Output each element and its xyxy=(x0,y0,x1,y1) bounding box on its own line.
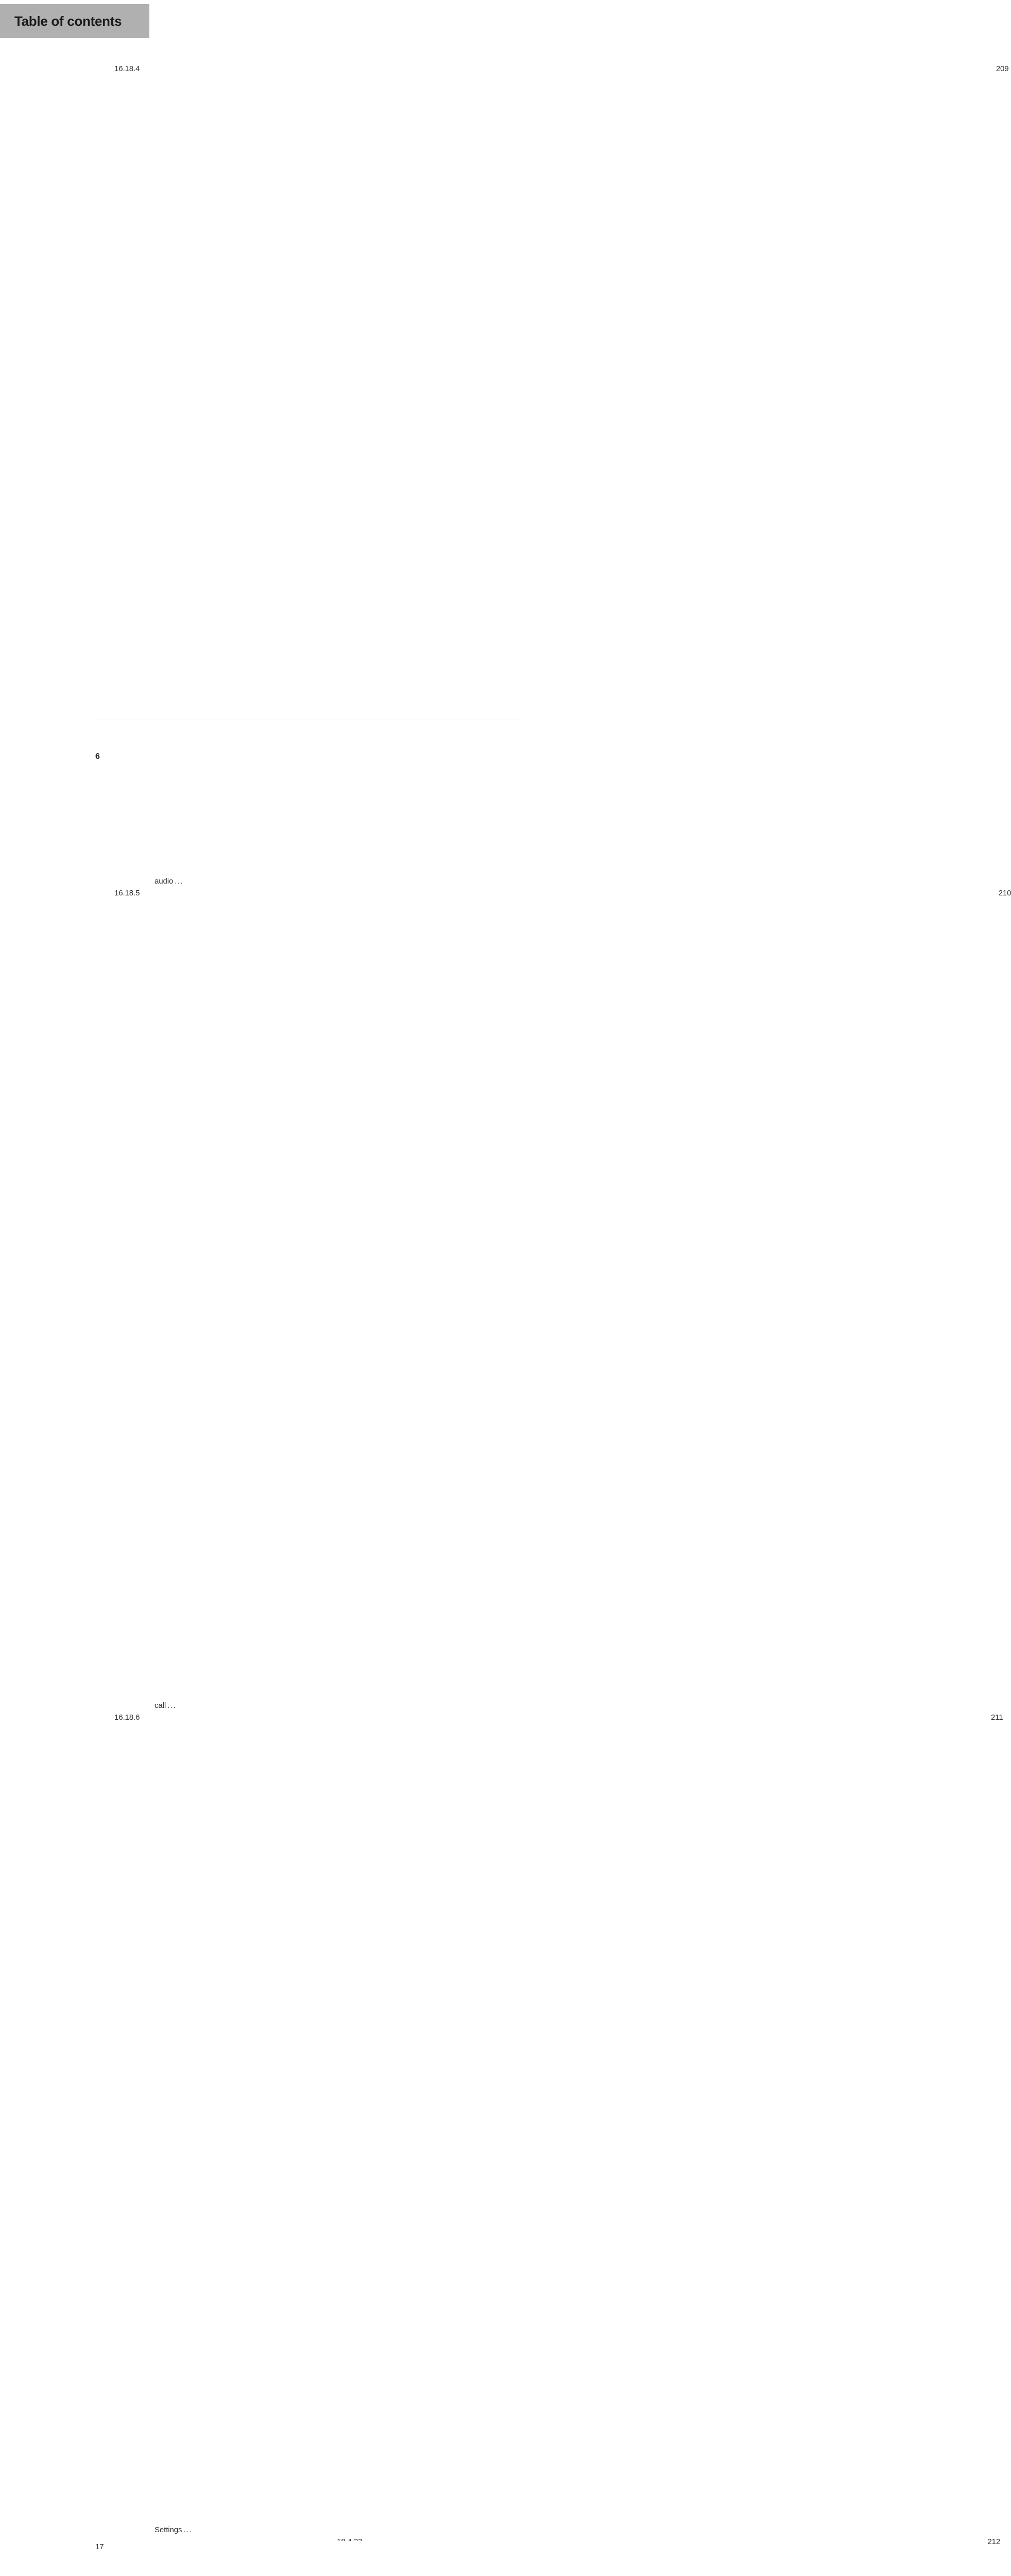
entry-page: 212 xyxy=(418,2536,1000,2576)
dot-leader xyxy=(183,2524,191,2536)
toc-entry xyxy=(95,63,300,887)
entry-title: Settings xyxy=(155,2526,182,2534)
dot-leader xyxy=(175,875,182,887)
header-box xyxy=(0,4,149,38)
entry-page: 209 xyxy=(427,63,1009,887)
entry-number: 17 xyxy=(95,2543,104,2551)
entry-title: call xyxy=(155,1701,166,1710)
entry-number: 16.18.4 xyxy=(114,64,140,73)
entry-number: 16.18.5 xyxy=(114,889,140,897)
page-title: Table of contents xyxy=(14,13,122,29)
entry-page: 211 xyxy=(421,1711,1003,2536)
entry-number: 16.18.6 xyxy=(114,1713,140,1722)
toc-content xyxy=(95,63,1011,2576)
dot-leader xyxy=(167,1700,175,1711)
toc-entry xyxy=(95,887,300,1711)
footer-page-number: 6 xyxy=(95,752,100,761)
toc-entry xyxy=(95,2541,300,2576)
toc-entry xyxy=(95,1711,300,2536)
entry-page: 210 xyxy=(429,887,1011,1711)
toc-column-left xyxy=(95,63,300,2576)
entry-title: audio xyxy=(155,877,174,886)
